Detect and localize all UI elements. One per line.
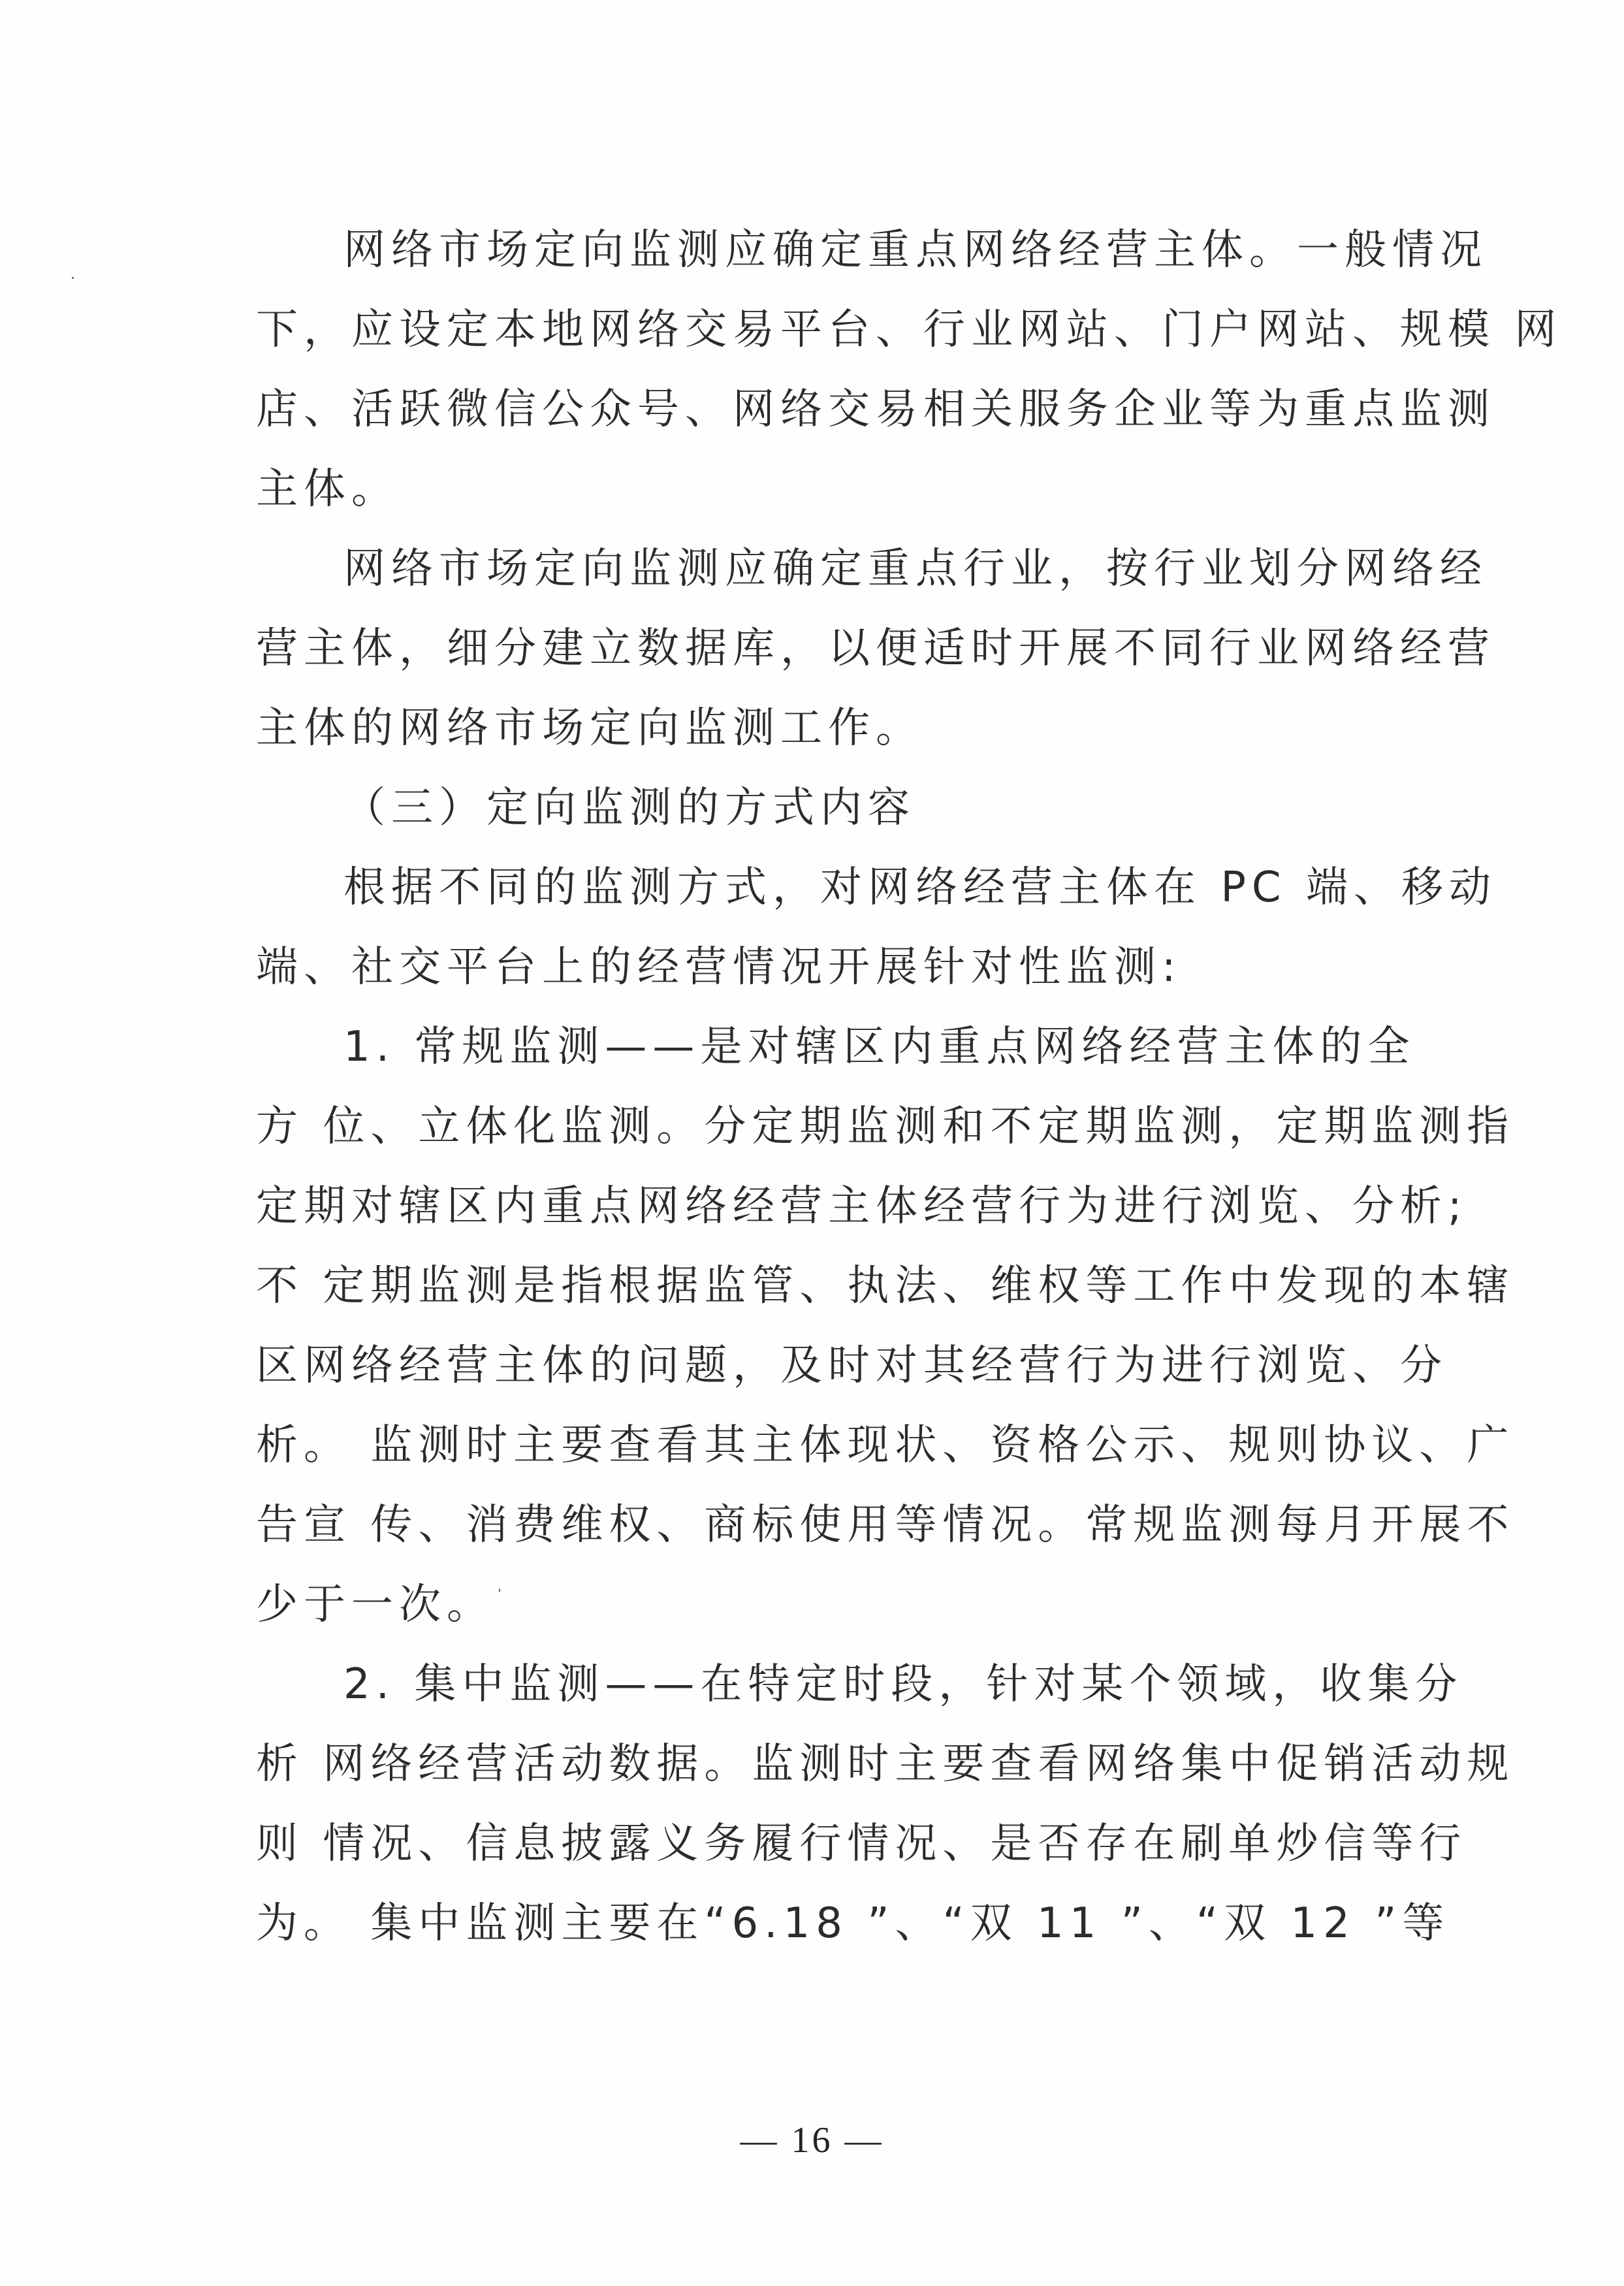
text-line: 网络市场定向监测应确定重点行业，按行业划分网络经 [343,545,1488,593]
text-line: 定期对辖区内重点网络经营主体经营行为进行浏览、分析; [256,1182,1468,1231]
text-line: 下，应设定本地网络交易平台、行业网站、门户网站、规模 网 [256,306,1563,354]
text-line: 2. 集中监测——在特定时段，针对某个领域，收集分 [343,1660,1463,1709]
text-line: 不 定期监测是指根据监管、执法、维权等工作中发现的本辖 [256,1262,1515,1310]
page-number: — 16 — [740,2120,884,2161]
text-line: 告宣 传、消费维权、商标使用等情况。常规监测每月开展不 [256,1501,1515,1549]
text-line: 则 情况、信息披露义务履行情况、是否存在刷单炒信等行 [256,1820,1467,1868]
text-line: 区网络经营主体的问题，及时对其经营行为进行浏览、分 [256,1342,1448,1390]
document-body [256,210,1563,1963]
text-line: 端、社交平台上的经营情况开展针对性监测: [256,943,1182,991]
text-line: 为。 集中监测主要在“6.18 ”、“双 11 ”、“双 12 ”等 [256,1899,1450,1948]
scan-speck [72,277,74,279]
text-line: 店、活跃微信公众号、网络交易相关服务企业等为重点监测 [256,385,1495,434]
text-line: 析。 监测时主要查看其主体现状、资格公示、规则协议、广 [256,1421,1515,1470]
text-line: 少于一次。 [256,1581,494,1629]
text-line: 根据不同的监测方式，对网络经营主体在 PC 端、移动 [343,863,1497,912]
text-line: 析 网络经营活动数据。监测时主要查看网络集中促销活动规 [256,1740,1515,1788]
text-line: 网络市场定向监测应确定重点网络经营主体。一般情况 [343,226,1488,274]
text-line: 主体。 [256,465,399,513]
text-line: 营主体，细分建立数据库，以便适时开展不同行业网络经营 [256,624,1495,673]
text-line: 主体的网络市场定向监测工作。 [256,704,923,752]
section-heading: （三）定向监测的方式内容 [343,784,915,832]
text-line: 方 位、立体化监测。分定期监测和不定期监测，定期监测指 [256,1103,1515,1151]
text-line: 1. 常规监测——是对辖区内重点网络经营主体的全 [343,1023,1416,1071]
